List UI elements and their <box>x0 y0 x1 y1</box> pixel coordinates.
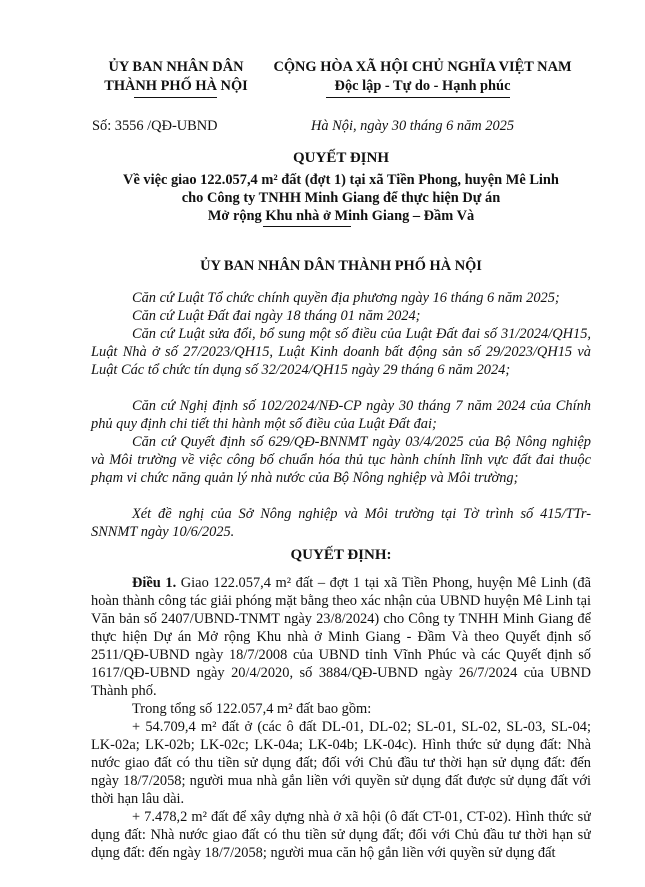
subject-line-2: cho Công ty TNHH Minh Giang để thực hiện Dự án <box>181 190 501 206</box>
article-1-item-1: + 54.709,4 m² đất ở (các ô đất DL-01, DL-02; SL-01, SL-02, SL-03, SL-04; LK-02a; LK-02b; LK-02c; LK-04a; LK-04b; LK-04c). Hình thức sử dụng đất: Nhà nước giao đất có thu tiền sử dụng đất; đối với Chủ đầu tư thời hạn sử dụng đất: đến ngày 18/7/2058; người mua nhà gắn liền với quyền sử dụng đất được sử dụng đất với thời hạn lâu dài. <box>91 719 591 807</box>
national-motto <box>250 58 595 95</box>
article-1-total: Trong tổng số 122.057,4 m² đất bao gồm: <box>132 701 372 717</box>
national-name: CỘNG HÒA XÃ HỘI CHỦ NGHĨA VIỆT NAM <box>273 59 572 75</box>
subject-line-3: Mở rộng Khu nhà ở Minh Giang – Đầm Và <box>207 208 475 224</box>
legal-basis-4: Căn cứ Nghị định số 102/2024/NĐ-CP ngày 30 tháng 7 năm 2024 của Chính phủ quy định chi tiết thi hành một số điều của Luật Đất đai; <box>91 398 591 432</box>
issuing-authority-line1: ỦY BAN NHÂN DÂN <box>108 59 244 75</box>
authority-underline <box>134 97 217 98</box>
motto-underline <box>326 97 510 98</box>
legal-basis-2: Căn cứ Luật Đất đai ngày 18 tháng 01 năm 2024; <box>132 308 421 324</box>
document-number: Số: 3556 /QĐ-UBND <box>92 118 218 134</box>
decision-heading: QUYẾT ĐỊNH: <box>290 547 392 563</box>
subject-underline <box>263 226 351 227</box>
authority-heading: ỦY BAN NHÂN DÂN THÀNH PHỐ HÀ NỘI <box>200 258 482 274</box>
article-1-item-2: + 7.478,2 m² đất để xây dựng nhà ở xã hội (ô đất CT-01, CT-02). Hình thức sử dụng đất: Nhà nước giao đất có thu tiền sử dụng đất; đối với Chủ đầu tư thời hạn sử dụng đất: đến ngày 18/7/2058; người mua căn hộ gắn liền với quyền sử dụng đất <box>91 809 591 861</box>
issuing-authority-line2: THÀNH PHỐ HÀ NỘI <box>104 77 248 94</box>
legal-basis-6: Xét đề nghị của Sở Nông nghiệp và Môi trường tại Tờ trình số 415/TTr-SNNMT ngày 10/6/2025. <box>91 506 591 540</box>
article-1-text: Giao 122.057,4 m² đất – đợt 1 tại xã Tiền Phong, huyện Mê Linh (đã hoàn thành công tác giải phóng mặt bằng theo xác nhận của UBND huyện Mê Linh tại Văn bản số 2407/UBND-TNMT ngày 23/8/2024) cho Công ty TNHH Minh Giang để thực hiện Dự án Mở rộng Khu nhà ở Minh Giang - Đầm Và theo Quyết định số 2511/QĐ-UBND ngày 18/7/2008 của UBND tỉnh Vĩnh Phúc và các Quyết định số 1617/QĐ-UBND ngày 20/4/2020, số 3884/QĐ-UBND ngày 26/7/2024 của UBND Thành phố. <box>91 575 591 699</box>
legal-basis-5: Căn cứ Quyết định số 629/QĐ-BNNMT ngày 03/4/2025 của Bộ Nông nghiệp và Môi trường về việc công bố chuẩn hóa thủ tục hành chính lĩnh vực đất đai thuộc phạm vi chức năng quản lý nhà nước của Bộ Nông nghiệp và Môi trường; <box>91 434 591 486</box>
legal-basis-1: Căn cứ Luật Tổ chức chính quyền địa phương ngày 16 tháng 6 năm 2025; <box>132 290 560 306</box>
article-1 <box>91 574 591 700</box>
place-and-date: Hà Nội, ngày 30 tháng 6 năm 2025 <box>311 118 515 134</box>
article-1-label: Điều 1. <box>132 575 177 591</box>
document-title: QUYẾT ĐỊNH <box>293 150 389 166</box>
issuing-authority <box>86 58 266 95</box>
subject-line-1: Về việc giao 122.057,4 m² đất (đợt 1) tại xã Tiền Phong, huyện Mê Linh <box>123 172 559 188</box>
legal-basis-3: Căn cứ Luật sửa đổi, bổ sung một số điều của Luật Đất đai số 31/2024/QH15, Luật Nhà ở số 27/2023/QH15, Luật Kinh doanh bất động sản số 29/2023/QH15 và Luật Các tổ chức tín dụng số 32/2024/QH15 ngày 29 tháng 6 năm 2024; <box>91 326 591 378</box>
national-slogan: Độc lập - Tự do - Hạnh phúc <box>334 77 511 94</box>
